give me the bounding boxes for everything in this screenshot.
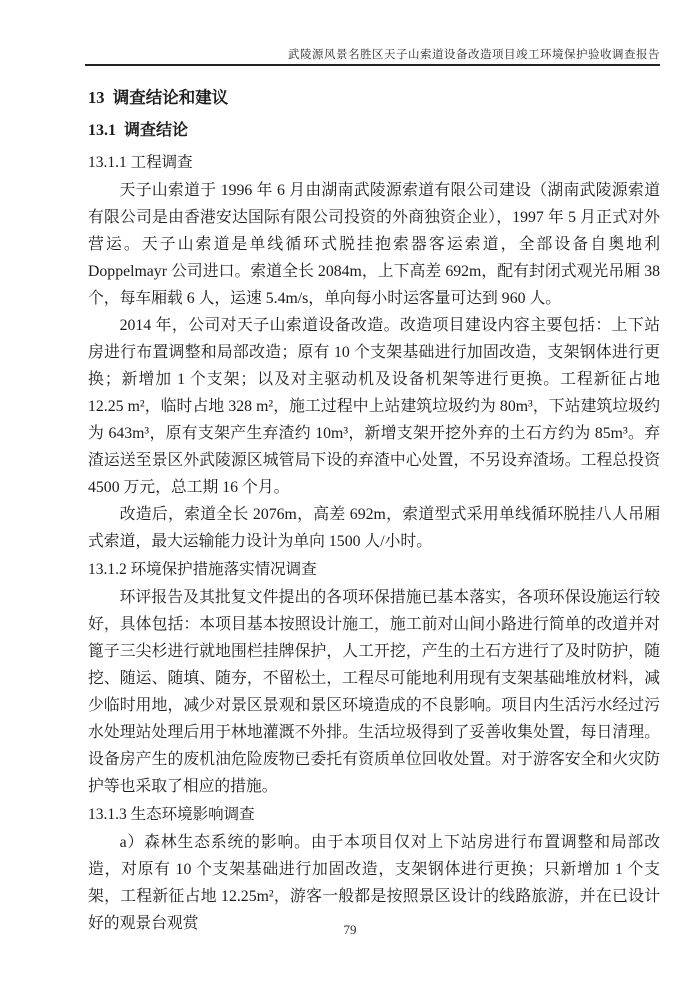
subsection-heading-engineering-survey: 13.1.1 工程调查 [88, 154, 193, 171]
paragraph-renovation-content: 2014 年，公司对天子山索道设备改造。改造项目建设内容主要包括：上下站房进行布置调整和局部改造；原有 10 个支架基础进行加固改造，支架钢体进行更换；新增加 1 个支架；以及对主驱动机及设备机架等进行更换。工程新征占地 12.25 m²，临时占地 328 m²，施工过程中上站建筑垃圾约为 80m³，下站建筑垃圾约为 643m³，原有支架产生弃渣约 10m³，新增支架开挖外弃的土石方约为 85m³。弃渣运送至景区外武陵源区城管局下设的弃渣中心处置，不另设弃渣场。工程总投资 4500 万元，总工期 16 个月。 [88, 317, 660, 496]
paragraph-cableway-construction: 天子山索道于 1996 年 6 月由湖南武陵源索道有限公司建设（湖南武陵源索道有限公司是由香港安达国际有限公司投资的外商独资企业），1997 年 5 月正式对外营运。天子山索道是单线循环式脱挂抱索器客运索道，全部设备自奥地利 Doppelmayr 公司进口。索道全长 2084m，上下高差 692m，配有封闭式观光吊厢 38 个，每车厢载 6 人，运速 5.4m/s，单向每小时运客量可达到 960 人。 [88, 182, 660, 307]
paragraph-forest-ecosystem-impact: a）森林生态系统的影响。由于本项目仅对上下站房进行布置调整和局部改造，对原有 10 个支架基础进行加固改造，支架钢体进行更换；只新增加 1 个支架，工程新征占地 12.25m²，游客一般都是按照景区设计的线路旅游，并在已设计好的观景台观赏 [88, 834, 660, 932]
paragraph-environmental-measures: 环评报告及其批复文件提出的各项环保措施已基本落实，各项环保设施运行较好，具体包括：本项目基本按照设计施工，施工前对山间小路进行简单的改道并对篦子三尖杉进行就地围栏挂牌保护，人工开挖，产生的土石方进行了及时防护，随挖、随运、随填、随夯，不留松土，工程尽可能地利用现有支架基础堆放材料，减少临时用地，减少对景区景观和景区环境造成的不良影响。项目内生活污水经过污水处理站处理后用于林地灌溉不外排。生活垃圾得到了妥善收集处置，每日清理。设备房产生的废机油危险废物已委托有资质单位回收处置。对于游客安全和火灾防护等也采取了相应的措施。 [88, 589, 660, 795]
paragraph-after-renovation: 改造后，索道全长 2076m，高差 692m，索道型式采用单线循环脱挂八人吊厢式索道，最大运输能力设计为单向 1500 人/小时。 [88, 506, 660, 550]
section-heading: 13.1 调查结论 [88, 122, 189, 139]
subsection-heading-ecological-impact: 13.1.3 生态环境影响调查 [88, 806, 255, 823]
header-rule [85, 64, 660, 66]
document-body [88, 80, 660, 937]
subsection-heading-environmental-measures: 13.1.2 环境保护措施落实情况调查 [88, 561, 317, 578]
running-header-title: 武陵源风景名胜区天子山索道设备改造项目竣工环境保护验收调查报告 [288, 49, 660, 61]
chapter-heading: 13 调查结论和建议 [88, 88, 229, 107]
page-number: 79 [343, 922, 357, 937]
